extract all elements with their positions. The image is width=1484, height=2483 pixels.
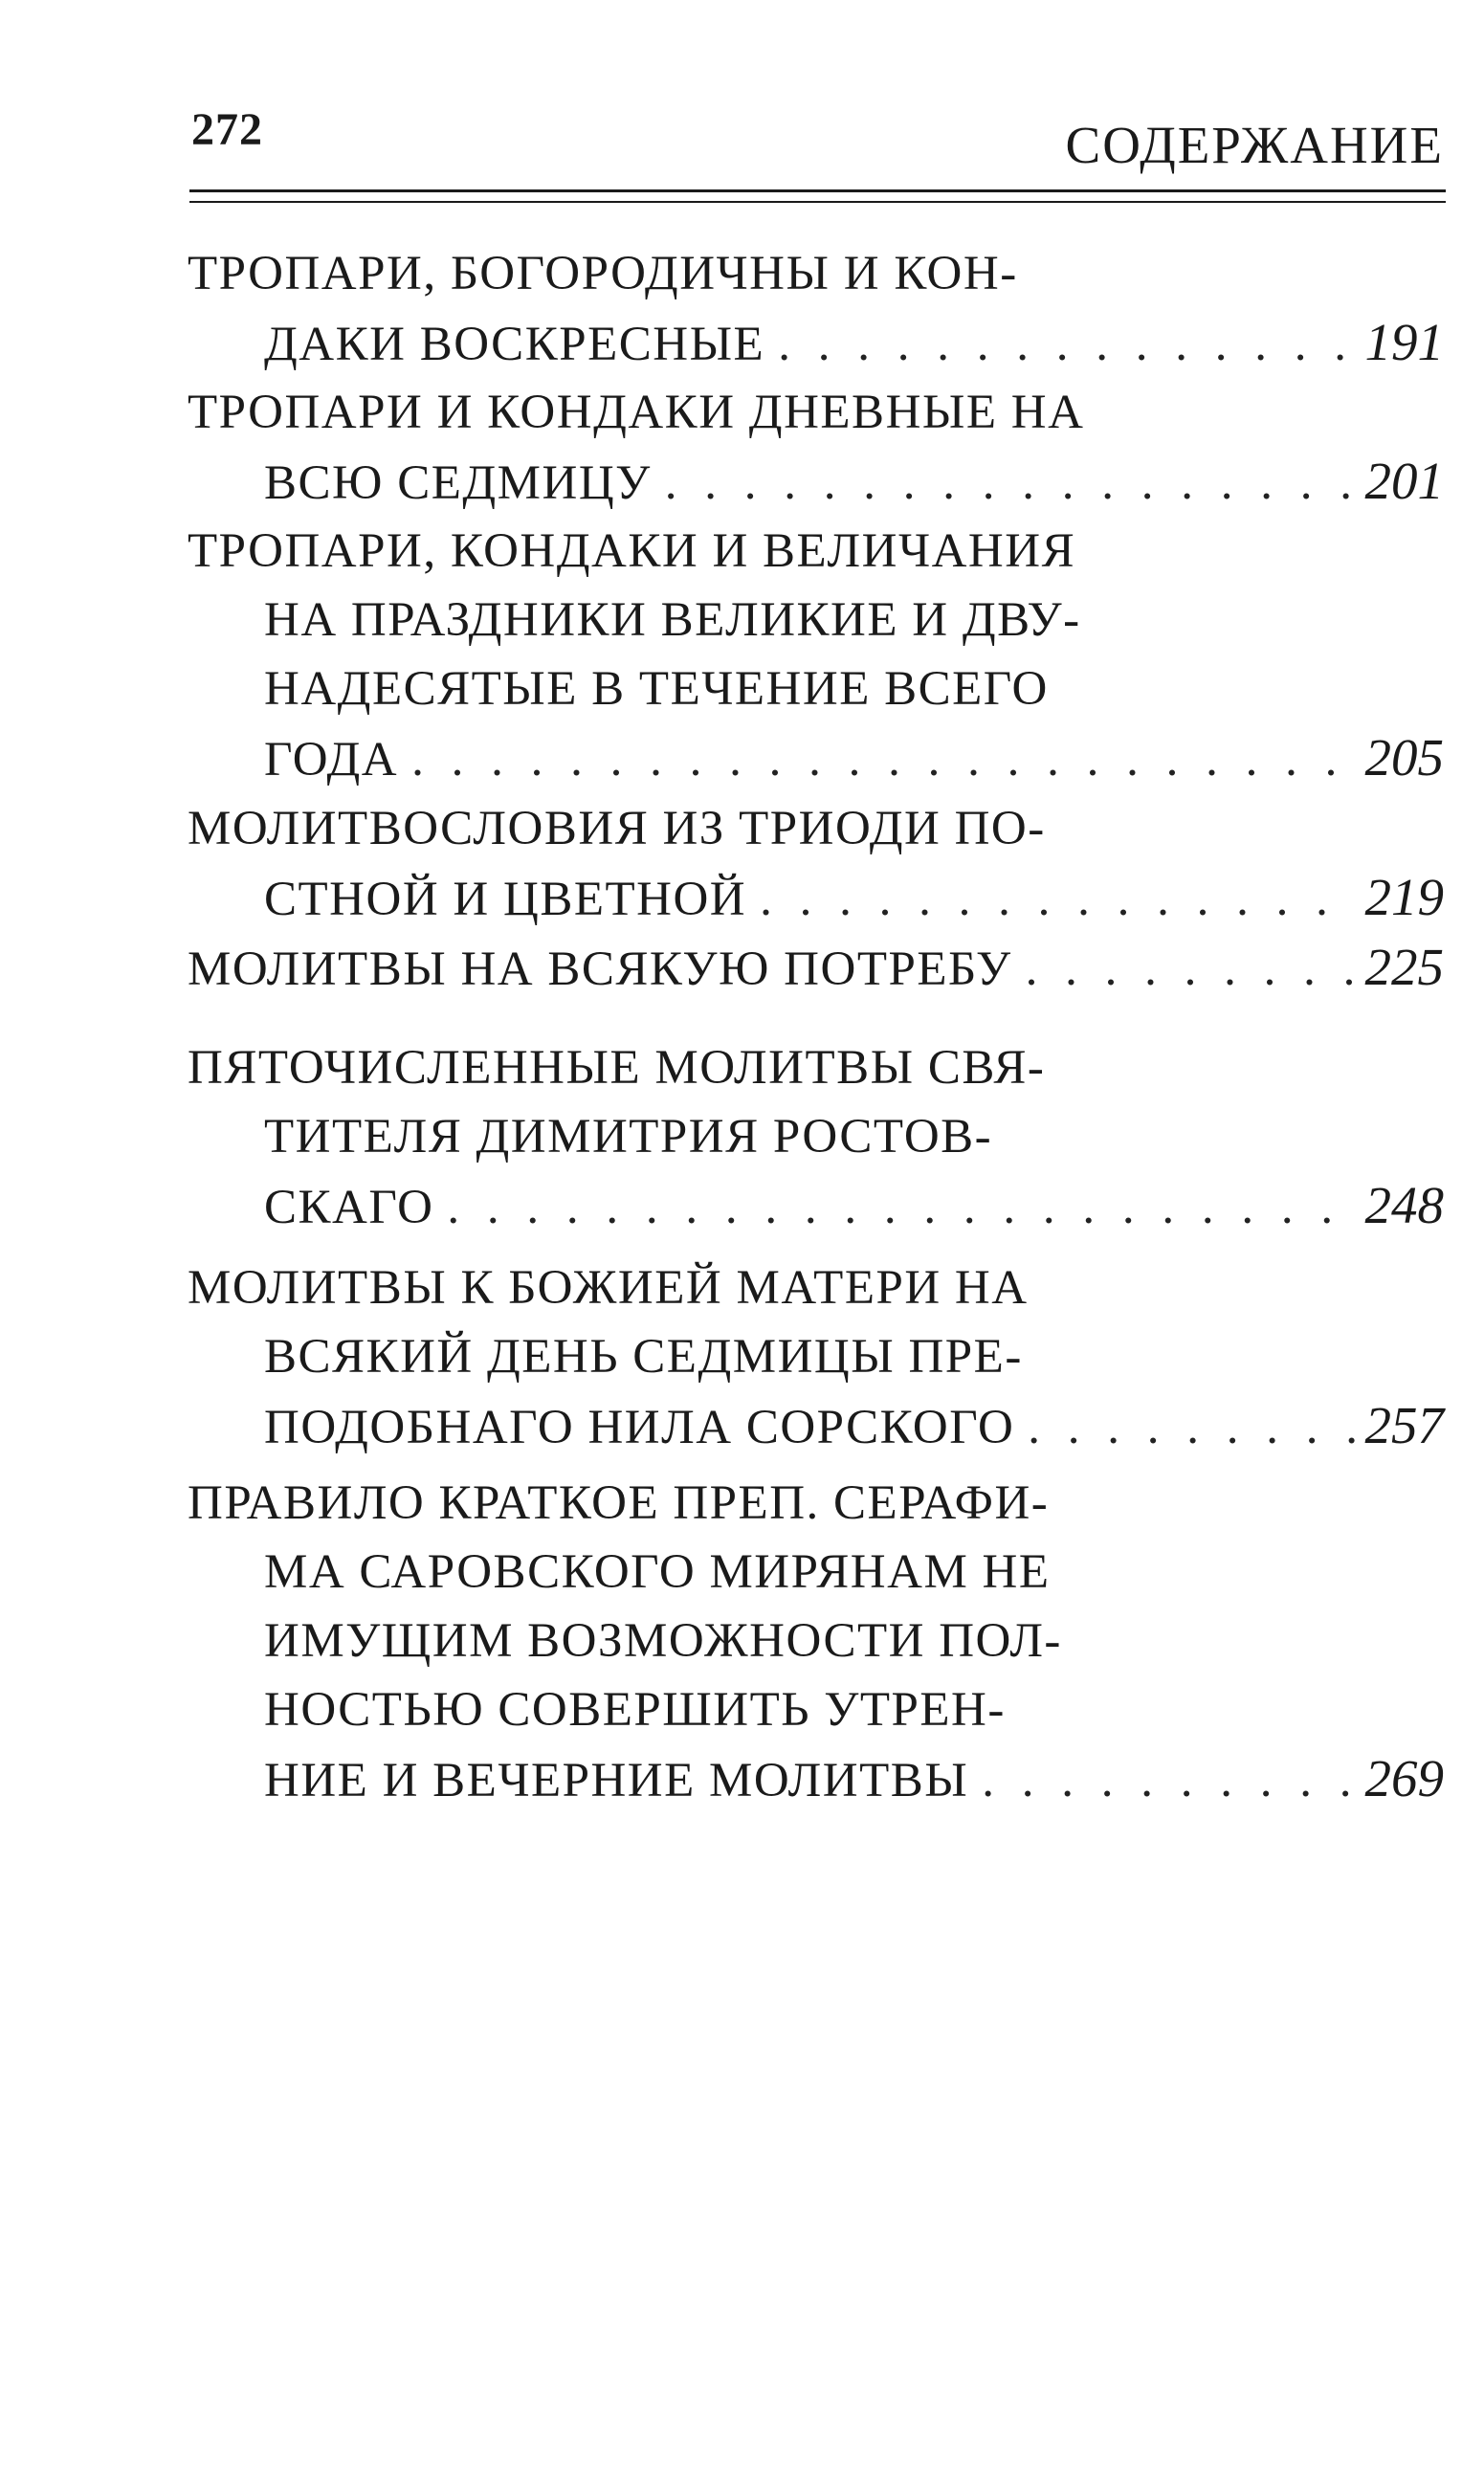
toc-entry-title-line: ПРАВИЛО КРАТКОЕ ПРЕП. СЕРАФИ-: [188, 1476, 1050, 1530]
toc-page-number: 205: [1364, 728, 1444, 787]
toc-entry-title-line: ПОДОБНАГО НИЛА СОРСКОГО: [264, 1401, 1015, 1454]
toc-entry-last-line: [264, 308, 1444, 377]
toc-entry-title-line: ДАКИ ВОСКРЕСНЫЕ: [264, 318, 765, 371]
toc-entry-title-line: ПЯТОЧИСЛЕННЫЕ МОЛИТВЫ СВЯ-: [188, 1041, 1046, 1095]
toc-entry-title-line: ТРОПАРИ, КОНДАКИ И ВЕЛИЧАНИЯ: [188, 524, 1076, 578]
page-number: 272: [191, 104, 263, 155]
toc-page-number: 248: [1364, 1176, 1444, 1234]
toc-entry-title-line: НИЕ И ВЕЧЕРНИЕ МОЛИТВЫ: [264, 1754, 969, 1807]
dot-leader: [760, 865, 1357, 934]
toc-entry-title-line: МОЛИТВЫ К БОЖИЕЙ МАТЕРИ НА: [188, 1261, 1029, 1315]
toc-entry-title-line: ВСЮ СЕДМИЦУ: [264, 456, 652, 510]
toc-entry-title-line: НОСТЬЮ СОВЕРШИТЬ УТРЕН-: [264, 1683, 1006, 1737]
toc-entry-title-line: ИМУЩИМ ВОЗМОЖНОСТИ ПОЛ-: [264, 1614, 1062, 1668]
running-title: СОДЕРЖАНИЕ: [1065, 116, 1444, 174]
dot-leader: [447, 1173, 1357, 1242]
toc-page-number: 191: [1364, 313, 1444, 371]
dot-leader: [411, 725, 1357, 794]
toc-page-number: 269: [1364, 1749, 1444, 1807]
toc-entry-last-line: [264, 1391, 1444, 1460]
toc-entry-last-line: [264, 1744, 1444, 1813]
toc-entry-title-line: СКАГО: [264, 1181, 434, 1234]
dot-leader: [1026, 935, 1358, 1004]
toc-entry-title-line: ТРОПАРИ, БОГОРОДИЧНЫ И КОН-: [188, 247, 1018, 300]
toc-page-number: 225: [1364, 938, 1444, 996]
toc-page-number: 201: [1364, 452, 1444, 510]
toc-entry-last-line: [264, 863, 1444, 932]
header-rule-thin: [189, 201, 1446, 203]
toc-entry-title-line: НАДЕСЯТЫЕ В ТЕЧЕНИЕ ВСЕГО: [264, 662, 1049, 716]
header-rule-thick: [189, 189, 1446, 192]
toc-entry-title-line: СТНОЙ И ЦВЕТНОЙ: [264, 873, 747, 926]
dot-leader: [1028, 1393, 1357, 1462]
toc-entry-last-line: [264, 447, 1444, 516]
dot-leader: [982, 1746, 1357, 1815]
toc-entry-last-line: [264, 723, 1444, 792]
toc-entry-title-line: ТИТЕЛЯ ДИМИТРИЯ РОСТОВ-: [264, 1110, 993, 1164]
toc-entry-title-line: ТРОПАРИ И КОНДАКИ ДНЕВНЫЕ НА: [188, 386, 1085, 439]
dot-leader: [665, 449, 1358, 518]
toc-entry-title-line: ВСЯКИЙ ДЕНЬ СЕДМИЦЫ ПРЕ-: [264, 1330, 1023, 1384]
toc-entry-last-line: [188, 933, 1444, 1002]
toc-entry-title-line: ГОДА: [264, 733, 399, 787]
toc-entry-title-line: МОЛИТВОСЛОВИЯ ИЗ ТРИОДИ ПО-: [188, 802, 1046, 855]
toc-entry-title-line: НА ПРАЗДНИКИ ВЕЛИКИЕ И ДВУ-: [264, 593, 1081, 647]
toc-entry-last-line: [264, 1171, 1444, 1240]
toc-page-number: 219: [1364, 868, 1444, 926]
toc-entry-title-line: МОЛИТВЫ НА ВСЯКУЮ ПОТРЕБУ: [188, 942, 1012, 996]
toc-entry-title-line: МА САРОВСКОГО МИРЯНАМ НЕ: [264, 1545, 1051, 1599]
dot-leader: [778, 310, 1357, 379]
toc-page-number: 257: [1364, 1396, 1444, 1454]
